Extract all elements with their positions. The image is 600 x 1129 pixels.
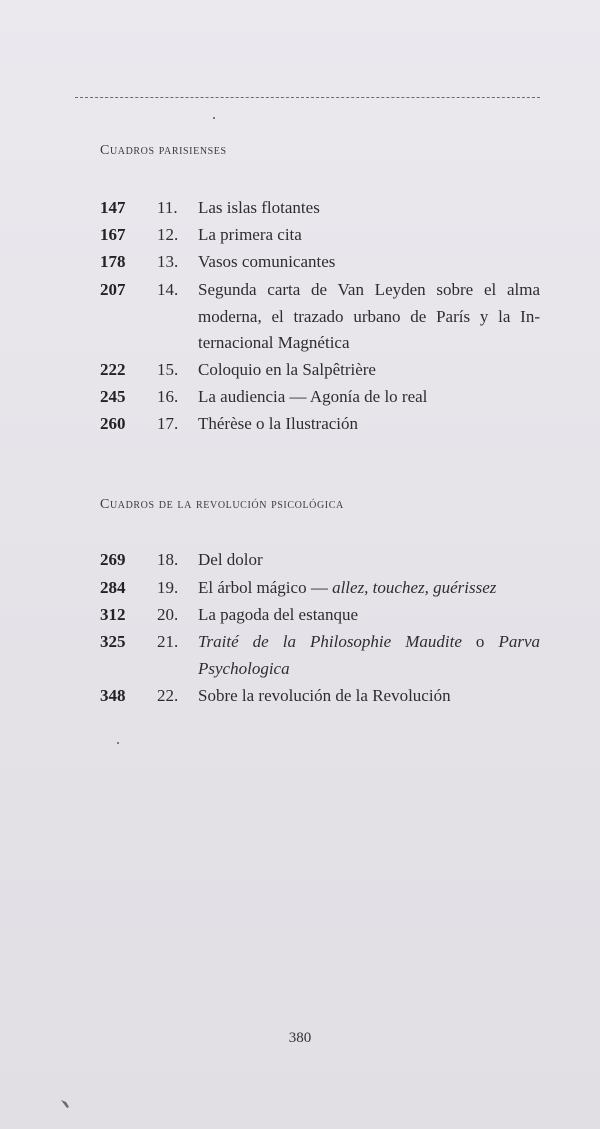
page-number: 260 <box>100 414 126 433</box>
paper-speck <box>213 117 215 119</box>
chapter-title-line: ternacional Magnética <box>198 333 350 352</box>
chapter-title: La pagoda del estanque <box>198 605 359 624</box>
chapter-number: 17. <box>157 414 179 433</box>
chapter-number: 14. <box>157 280 179 299</box>
chapter-title-italic: allez, touchez, guérissez <box>332 578 497 597</box>
page-folio: 380 <box>288 1030 312 1046</box>
page-number: 207 <box>100 280 126 299</box>
chapter-number: 11. <box>157 198 178 217</box>
page-number: 312 <box>100 605 126 624</box>
chapter-title <box>198 575 540 602</box>
chapter-title-text: o <box>461 632 499 651</box>
chapter-number: 21. <box>157 632 179 651</box>
chapter-number: 18. <box>157 550 179 569</box>
page-number: 348 <box>100 686 126 705</box>
chapter-title-line: moderna, el trazado urbano de París y la In- <box>198 306 540 326</box>
section-title: Cuadros parisienses <box>100 143 227 158</box>
chapter-title: Coloquio en la Salpêtrière <box>198 360 376 379</box>
page-number: 178 <box>100 252 126 271</box>
chapter-number: 19. <box>157 578 179 597</box>
chapter-title: La audiencia — Agonía de lo real <box>198 387 428 406</box>
page-number: 325 <box>100 632 126 651</box>
chapter-title: Las islas flotantes <box>198 198 320 217</box>
page-number: 222 <box>100 360 126 379</box>
chapter-number: 12. <box>157 225 179 244</box>
chapter-title-italic: Traité de la Philosophie Maudite <box>198 632 462 651</box>
chapter-title: Vasos comunicantes <box>198 252 336 271</box>
chapter-number: 22. <box>157 686 179 705</box>
chapter-title: Del dolor <box>198 550 263 569</box>
page-number: 269 <box>100 550 126 569</box>
chapter-title: Thérèse o la Ilustración <box>198 414 359 433</box>
chapter-title: Sobre la revolución de la Revolución <box>198 686 451 705</box>
corner-mark <box>60 1098 74 1110</box>
chapter-number: 20. <box>157 605 179 624</box>
chapter-title <box>198 629 540 682</box>
chapter-title-text: El árbol mágico — <box>198 578 333 597</box>
chapter-title-italic: Parva <box>498 632 540 651</box>
chapter-number: 13. <box>157 252 179 271</box>
page-number: 147 <box>100 198 126 217</box>
page-number: 245 <box>100 387 126 406</box>
chapter-title <box>198 277 540 357</box>
chapter-number: 15. <box>157 360 179 379</box>
paper-speck <box>117 742 119 744</box>
chapter-title-line: Segunda carta de Van Leyden sobre el alma <box>198 280 540 299</box>
chapter-title: La primera cita <box>198 225 302 244</box>
page-number: 167 <box>100 225 126 244</box>
section-title: Cuadros de la revolución psicológica <box>100 497 344 512</box>
header-rule <box>75 97 540 98</box>
chapter-number: 16. <box>157 387 179 406</box>
chapter-title-line: Psychologica <box>198 658 290 678</box>
chapter-title-line <box>198 629 540 656</box>
page-number: 284 <box>100 578 126 597</box>
